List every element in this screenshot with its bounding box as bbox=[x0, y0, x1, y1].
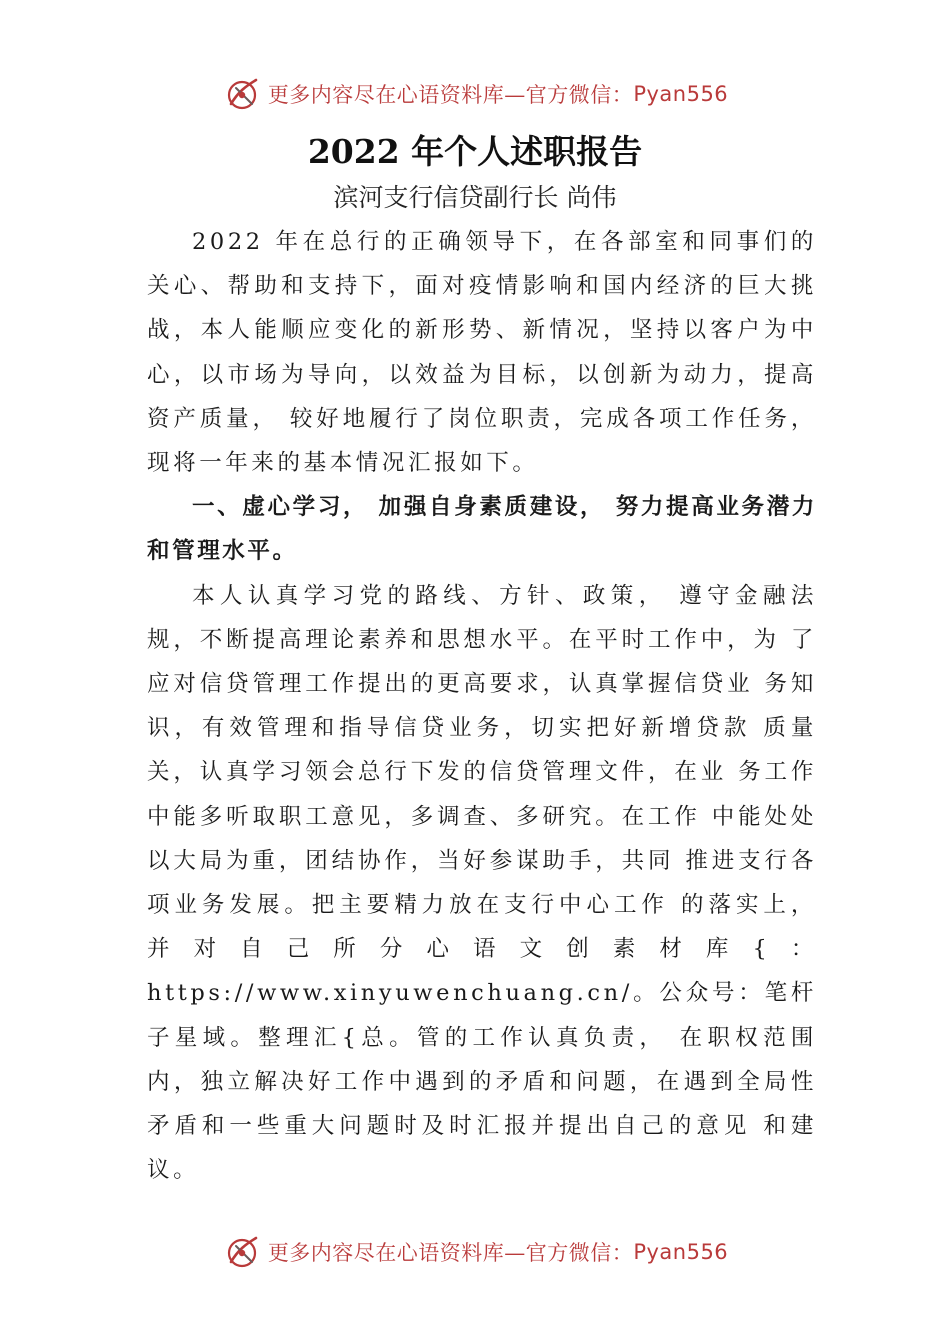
watermark-text: 更多内容尽在心语资料库—官方微信： bbox=[267, 1241, 634, 1265]
logo-icon bbox=[222, 1232, 262, 1272]
watermark-banner-top bbox=[0, 74, 950, 114]
watermark-wechat: Pyan556 bbox=[633, 1240, 729, 1264]
paragraph-intro: 2022 年在总行的正确领导下，在各部室和同事们的关心、帮助和支持下，面对疫情影响和国内经济的巨大挑战，本人能顺应变化的新形势、新情况，坚持以客户为中心，以市场为导向，以效益为目标，以创新为动力，提高资产质量， 较好地履行了岗位职责，完成各项工作任务，现将一年来的基本情况汇报如下。 bbox=[147, 229, 817, 477]
document-body bbox=[147, 220, 817, 1192]
watermark-banner-bottom bbox=[0, 1232, 950, 1272]
section-heading: 一、虚心学习， 加强自身素质建设， 努力提高业务潜力和管理水平。 bbox=[147, 494, 817, 565]
page-subtitle: 滨河支行信贷副行长 尚伟 bbox=[333, 183, 617, 212]
paragraph-body: 本人认真学习党的路线、方针、政策， 遵守金融法规，不断提高理论素养和思想水平。在平时工作中，为 了应对信贷管理工作提出的更高要求，认真掌握信贷业 务知识，有效管理和指导信贷业务，切实把好新增贷款 质量关，认真学习领会总行下发的信贷管理文件，在业 务工作中能多听取职工意见，多调查、多研究。在工作 中能处处以大局为重，团结协作，当好参谋助手，共同 推进支行各项业务发展。把主要精力放在支行中心工作 的落实上， 并对自己所分心语文创素材库{：https://www.xinyuwenchuang.cn/。公众号：笔杆子星域。整理汇{总。管的工作认真负责， 在职权范围内，独立解决好工作中遇到的矛盾和问题，在遇到全局性矛盾和一些重大问题时及时汇报并提出自己的意见 和建议。 bbox=[147, 582, 817, 1184]
watermark-text: 更多内容尽在心语资料库—官方微信： bbox=[267, 83, 634, 107]
logo-icon bbox=[222, 74, 262, 114]
watermark-wechat: Pyan556 bbox=[633, 82, 729, 106]
page-title: 2022 年个人述职报告 bbox=[307, 132, 643, 171]
